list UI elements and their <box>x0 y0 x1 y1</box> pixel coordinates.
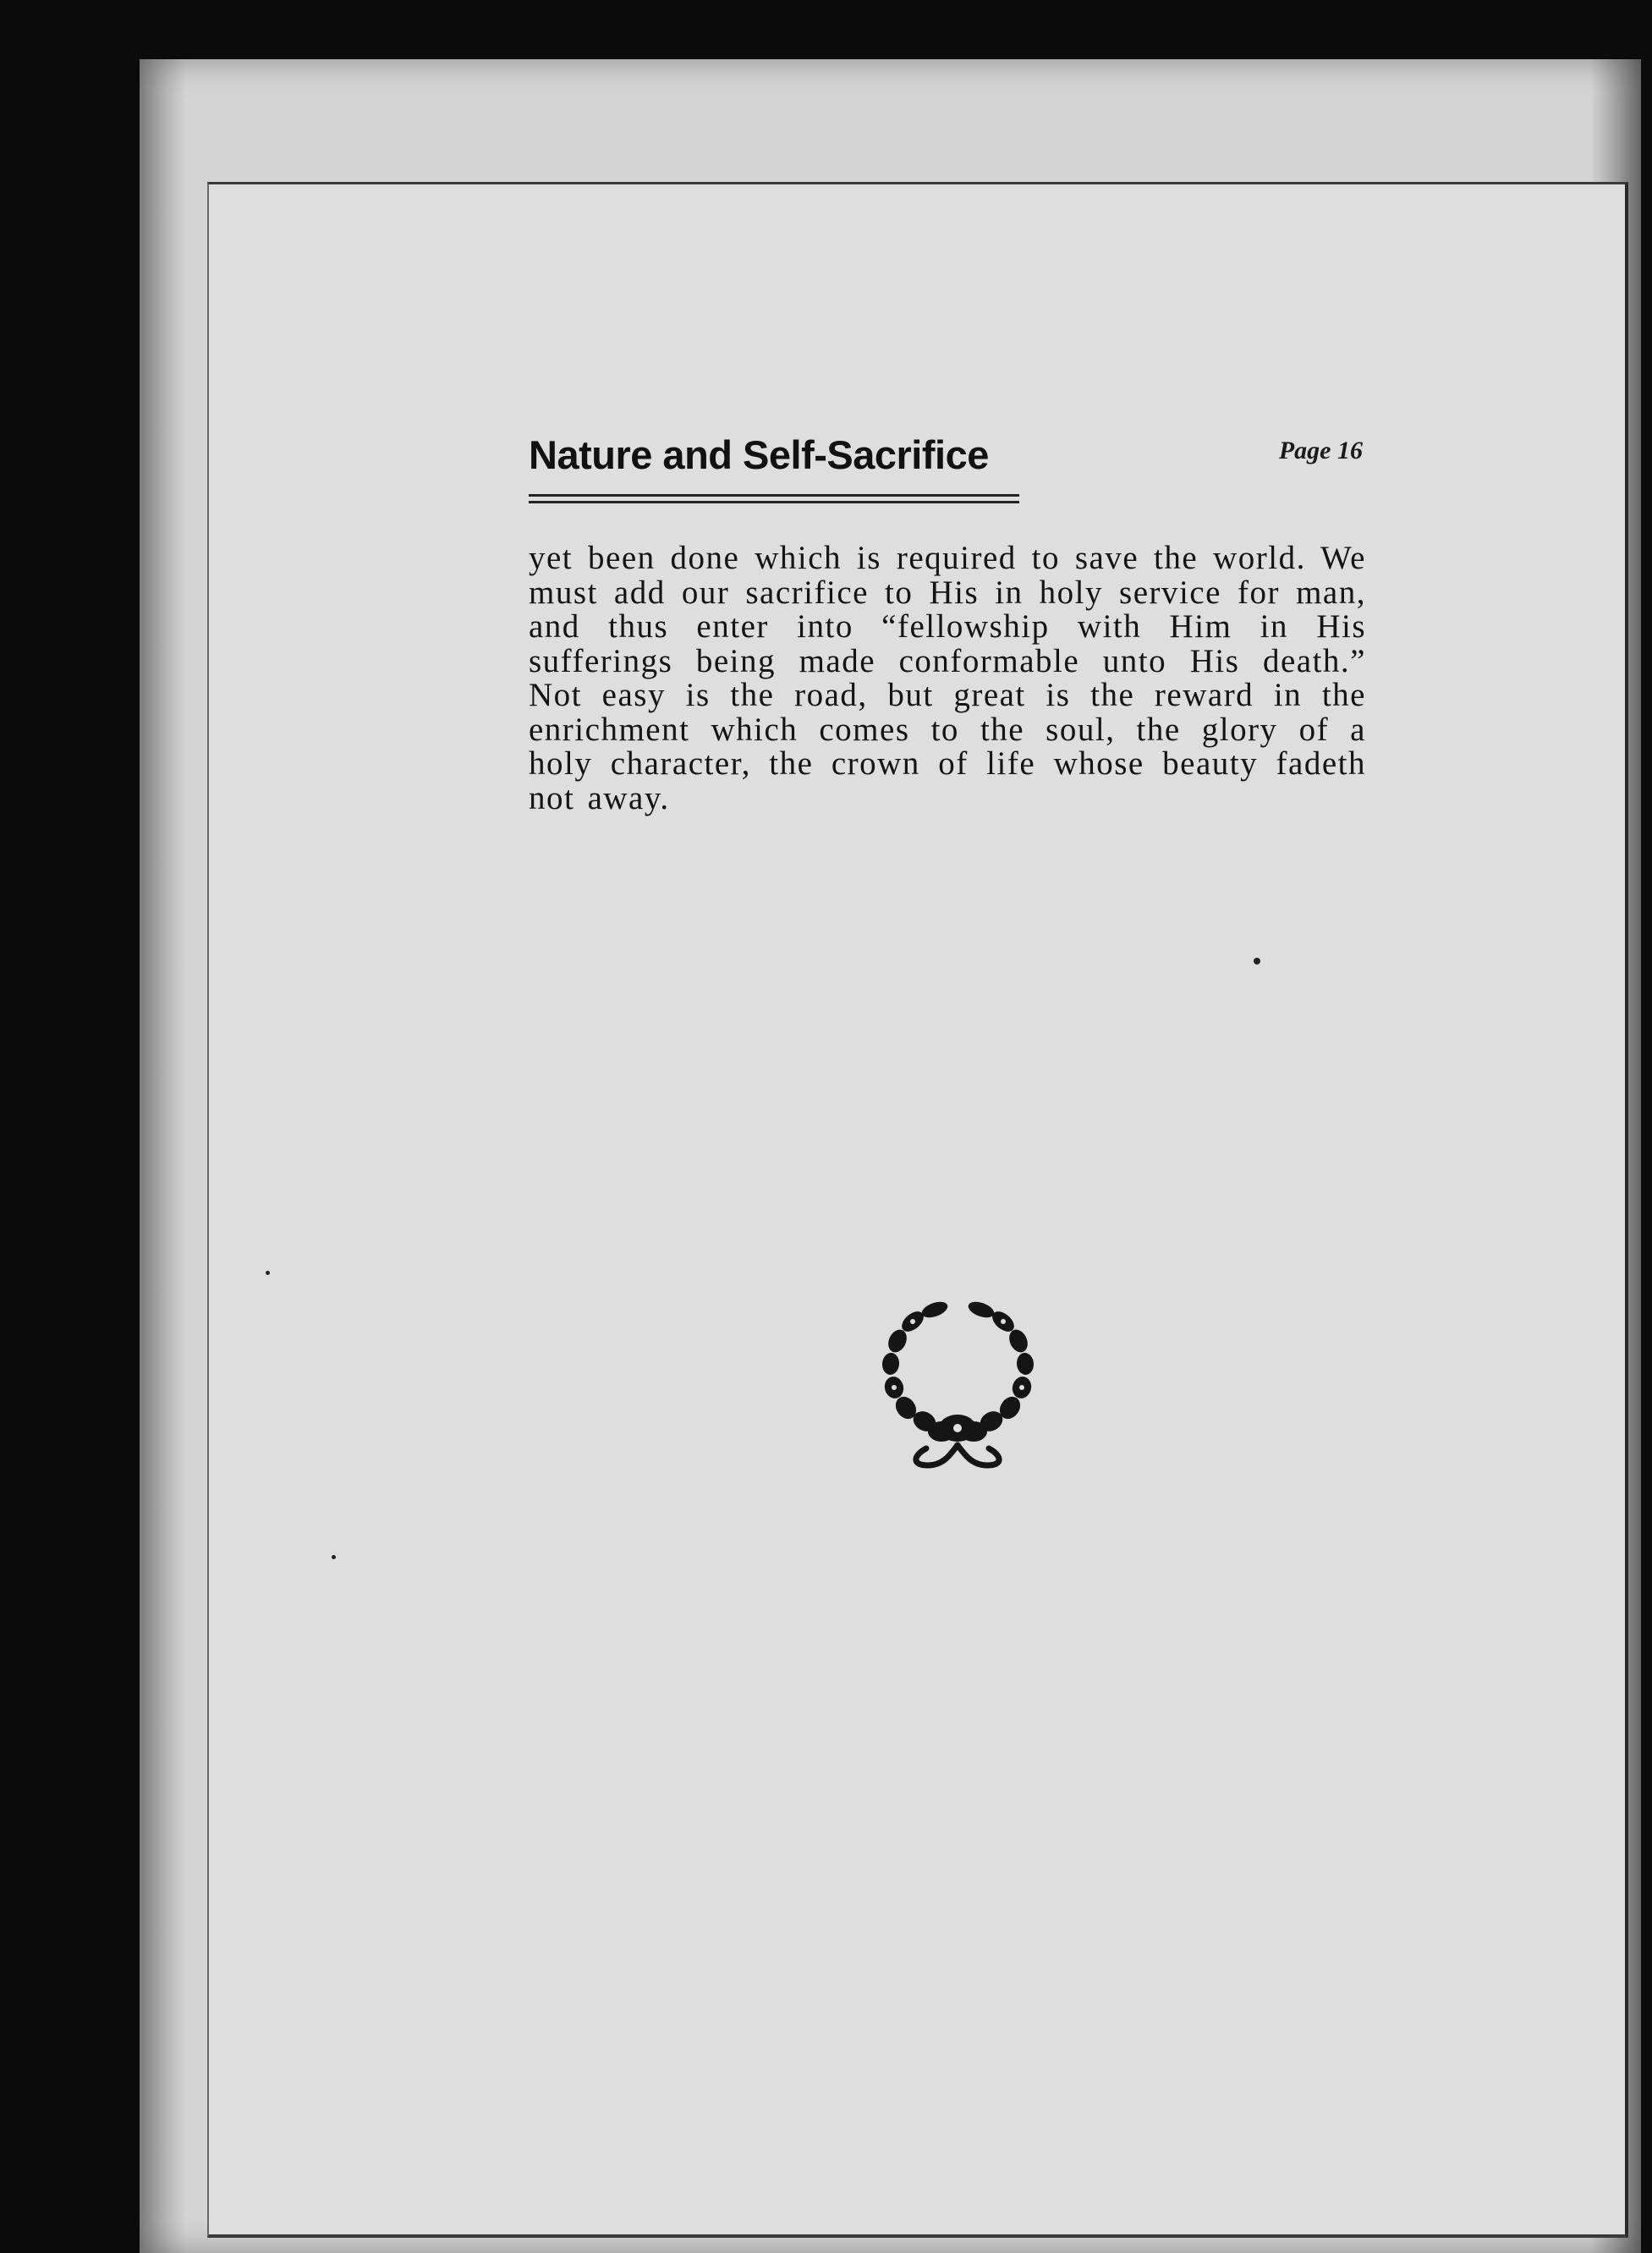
title-underline-bottom <box>529 501 1019 503</box>
page-title: Nature and Self-Sacrifice <box>529 432 989 477</box>
laurel-wreath-icon <box>875 1294 1040 1472</box>
scan-speck <box>1254 958 1260 964</box>
scan-speck <box>266 1271 270 1275</box>
scan-speck <box>332 1555 336 1559</box>
paper-left-shadow <box>140 59 186 2253</box>
page-number: Page 16 <box>1278 437 1363 464</box>
title-underline-top <box>529 494 1019 497</box>
body-paragraph: yet been done which is required to save the world. We must add our sacrifice to His in holy service for man, and thus enter into “fellowship with Him in His sufferings being made conformable unto His death.” Not easy is the road, but great is the reward in the enrichment which comes to the soul, the glory of a holy character, the crown of life whose beauty fadeth not away. <box>529 540 1366 816</box>
running-header <box>529 431 1366 508</box>
